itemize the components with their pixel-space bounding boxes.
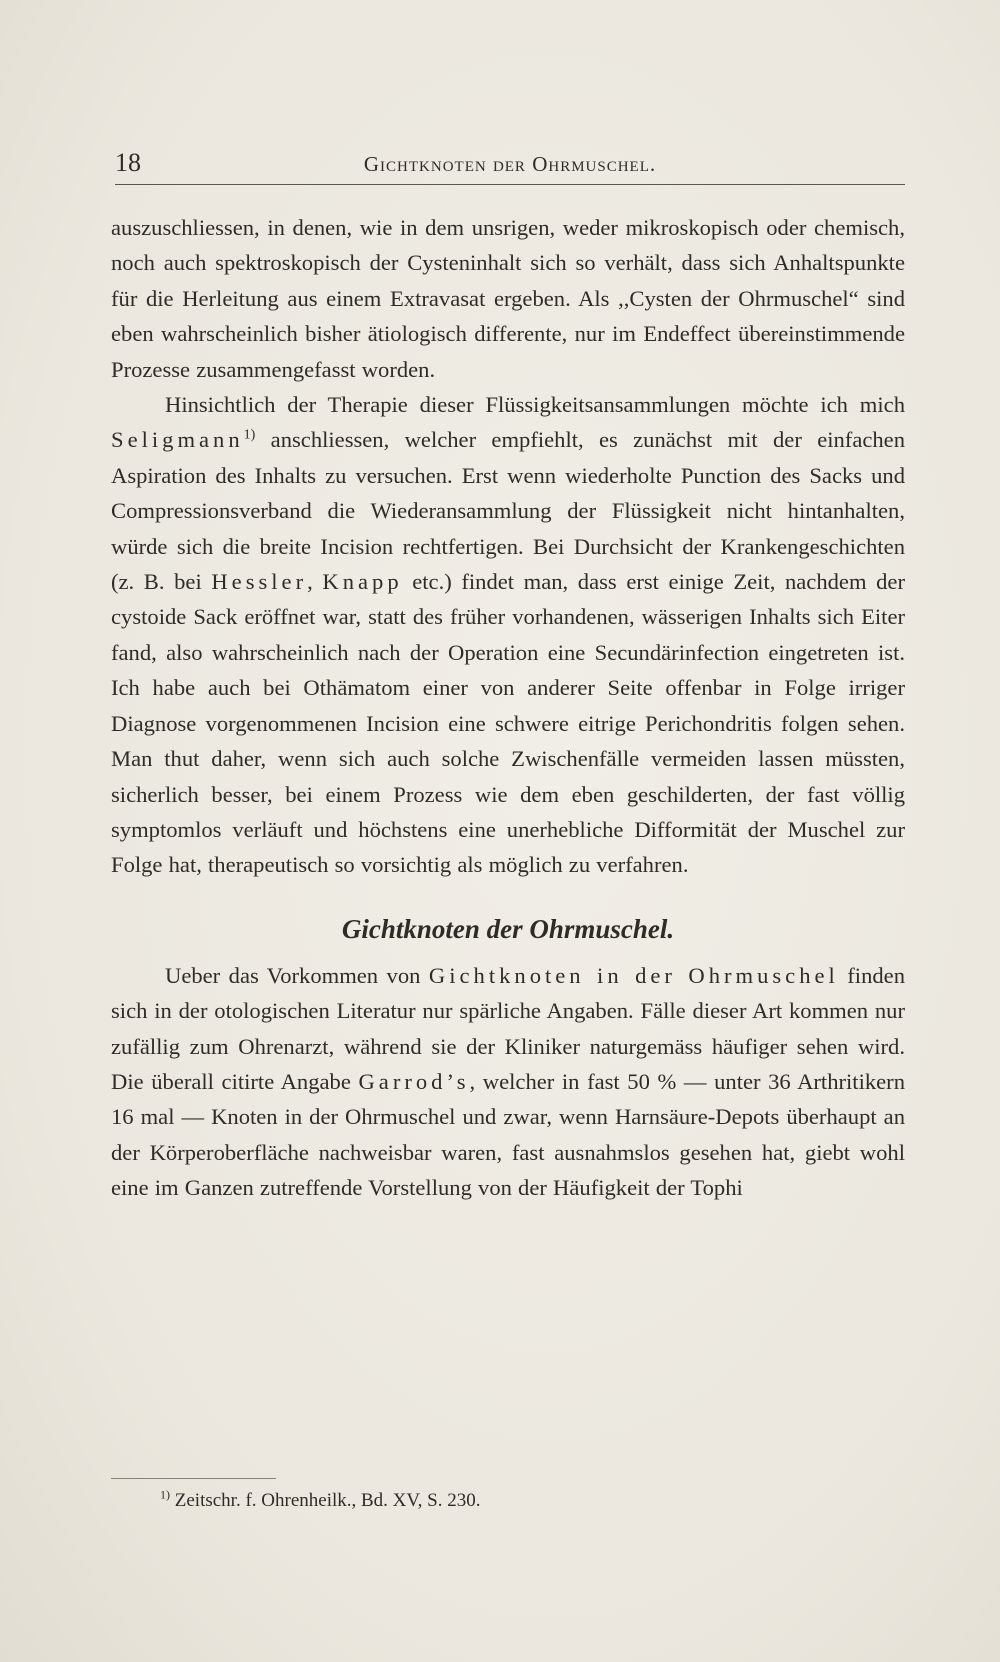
author-name-knapp: Knapp [322, 569, 403, 595]
paragraph-2 [111, 387, 905, 883]
paragraph-3 [111, 958, 905, 1206]
footnote-reference: 1) [243, 427, 256, 443]
term-gichtknoten: Gichtknoten in der Ohrmuschel [428, 962, 839, 988]
body-text [111, 210, 905, 1206]
author-name-seligmann: Seligmann [111, 427, 244, 453]
author-name-garrod: Garrod’s [358, 1068, 470, 1094]
paragraph-3-text-b: finden sich in der otologischen Literatur nur spärliche Angaben. Fälle dieser Art kommen nur zufällig zum Ohrenarzt, während sie der Kliniker naturgemäss häufiger sehen wird. Die überall citirte Angabe [111, 962, 905, 1094]
paragraph-3-text-c: , welcher in fast 50 % — unter 36 Arthritikern 16 mal — Knoten in der Ohrmuschel und zwar, wenn Harnsäure-Depots überhaupt an der Körperoberfläche nachweisbar waren, fast ausnahmslos gesehen hat, giebt wohl eine im Ganzen zutreffende Vorstellung von der Häufigkeit der Tophi [111, 1068, 905, 1201]
footnote [160, 1487, 481, 1512]
running-title: Gichtknoten der Ohrmuschel. [363, 152, 657, 176]
section-heading: Gichtknoten der Ohrmuschel. [341, 913, 675, 944]
footnote-divider [111, 1478, 276, 1479]
paragraph-2-text-a: Hinsichtlich der Therapie dieser Flüssigkeitsansammlungen möchte ich mich [165, 392, 905, 418]
paragraph-3-text-a: Ueber das Vorkommen von [165, 962, 421, 988]
paragraph-1: auszuschliessen, in denen, wie in dem unsrigen, weder mikroskopisch oder chemisch, noch auch spektroskopisch der Cysteninhalt sich so verhält, dass sich Anhaltspunkte für die Herleitung aus einem Extravasat ergeben. Als ,,Cysten der Ohrmuschel“ sind eben wahrscheinlich bisher ätiologisch differente, nur im Endeffect übereinstimmende Prozesse zusammengefasst worden. [111, 215, 905, 382]
author-name-hessler: Hessler [211, 569, 308, 595]
footnote-marker: 1) [160, 1487, 170, 1502]
footnote-text: Zeitschr. f. Ohrenheilk., Bd. XV, S. 230. [174, 1490, 481, 1511]
page-number: 18 [115, 148, 141, 177]
paragraph-2-text-d: etc.) findet man, dass erst einige Zeit, nachdem der cystoide Sack eröffnet war, statt des früher vorhandenen, wässerigen Inhalts sich Eiter fand, also wahrscheinlich nach der Operation eine Secundärinfection eingetreten ist. Ich habe auch bei Othämatom einer von anderer Seite offenbar in Folge irriger Diagnose vorgenommenen Incision eine schwere eitrige Perichondritis folgen sehen. Man thut daher, wenn sich auch solche Zwischenfälle vermeiden lassen müssten, sicherlich besser, bei einem Prozess wie dem eben geschilderten, der fast völlig symptomlos verläuft und höchstens eine unerhebliche Difformität der Muschel zur Folge hat, therapeutisch so vorsichtig als möglich zu verfahren. [111, 569, 905, 878]
paragraph-2-text-c: , [307, 569, 313, 595]
page-header [115, 148, 905, 185]
paragraph-2-text-b: anschliessen, welcher empfiehlt, es zunächst mit der einfachen Aspiration des Inhalts zu versuchen. Erst wenn wiederholte Punction des Sacks und Compressionsverband die Wiederansammlung der Flüssigkeit nicht hintanhalten, würde sich die breite Incision rechtfertigen. Bei Durchsicht der Krankengeschichten (z. B. bei [111, 427, 905, 595]
